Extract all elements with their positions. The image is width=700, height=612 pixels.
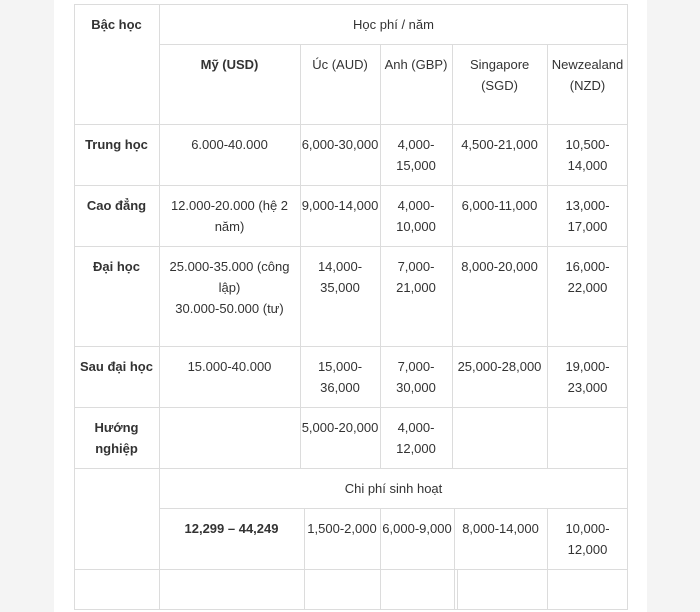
tuition-table — [74, 4, 628, 612]
living-sg: 8,000-14,000 — [462, 521, 539, 536]
living-anh: 6,000-9,000 — [382, 521, 452, 536]
cell-nz: 13,000-17,000 — [565, 198, 610, 234]
row-level: Trung học — [85, 137, 148, 152]
header-country-sg: Singapore (SGD) — [470, 57, 530, 93]
row-level: Hướng nghiệp — [94, 420, 139, 456]
cell-my — [159, 246, 300, 319]
cell-my-line: 30.000-50.000 (tư) — [175, 301, 284, 316]
cell-uc: 15,000-36,000 — [317, 359, 363, 395]
header-country-uc: Úc (AUD) — [312, 57, 368, 72]
cell-uc: 5,000-20,000 — [301, 420, 379, 435]
header-country-nz: Newzealand (NZD) — [551, 57, 624, 93]
cell-nz: 19,000-23,000 — [565, 359, 610, 395]
living-cost-label: Chi phí sinh hoạt — [344, 481, 443, 496]
cell-uc: 9,000-14,000 — [301, 198, 379, 213]
cell-my-line: 25.000-35.000 (công lập) — [169, 259, 290, 295]
cell-my: 15.000-40.000 — [187, 359, 272, 374]
table-border — [74, 4, 75, 610]
cell-sg: 25,000-28,000 — [457, 359, 542, 374]
cell-my: 12.000-20.000 (hệ 2 năm) — [170, 198, 289, 234]
cell-sg: 6,000-11,000 — [461, 198, 538, 213]
header-country-my: Mỹ (USD) — [200, 57, 259, 72]
cell-uc: 6,000-30,000 — [301, 137, 379, 152]
cell-anh: 4,000-10,000 — [396, 198, 436, 234]
table-border — [74, 609, 628, 610]
header-country-anh: Anh (GBP) — [384, 57, 448, 72]
cell-anh: 4,000-15,000 — [396, 137, 436, 173]
cell-anh: 7,000-21,000 — [396, 259, 436, 295]
row-level: Cao đẳng — [86, 198, 147, 213]
living-my: 12,299 – 44,249 — [184, 521, 279, 536]
table-border — [74, 569, 628, 570]
cell-anh: 7,000-30,000 — [396, 359, 436, 395]
cell-sg — [452, 407, 547, 417]
row-level: Đại học — [93, 259, 140, 274]
cell-my: 6.000-40.000 — [191, 137, 268, 152]
header-fee: Học phí / năm — [353, 17, 434, 32]
cell-sg: 4,500-21,000 — [461, 137, 538, 152]
living-uc: 1,500-2,000 — [307, 521, 377, 536]
cell-sg: 8,000-20,000 — [461, 259, 538, 274]
cell-my — [159, 407, 300, 417]
cell-uc: 14,000-35,000 — [317, 259, 363, 295]
living-nz: 10,000-12,000 — [565, 521, 610, 557]
row-level: Sau đại học — [80, 359, 153, 374]
cell-anh: 4,000-12,000 — [396, 420, 436, 456]
header-level: Bậc học — [91, 17, 142, 32]
page — [54, 0, 647, 612]
cell-nz: 10,500-14,000 — [565, 137, 610, 173]
cell-nz — [547, 407, 628, 417]
table-border — [457, 569, 458, 610]
cell-nz: 16,000-22,000 — [565, 259, 610, 295]
